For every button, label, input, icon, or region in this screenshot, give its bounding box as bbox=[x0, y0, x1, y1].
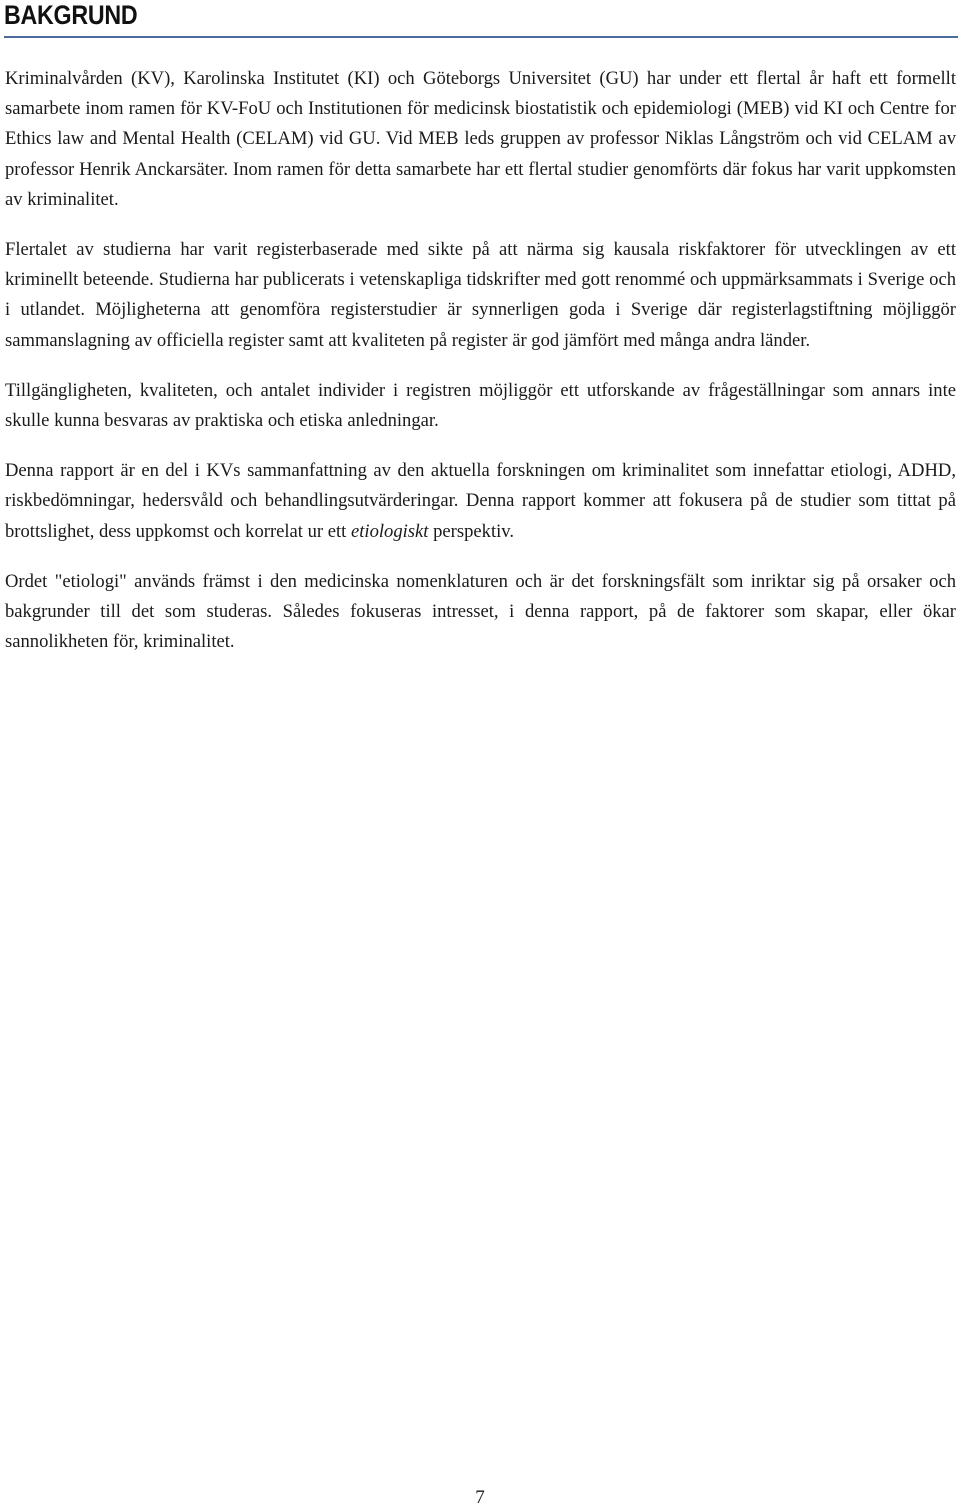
section-heading: BAKGRUND bbox=[4, 0, 138, 30]
paragraph-3: Tillgängligheten, kvaliteten, och antalet individer i registren möjliggör ett utforskande av frågeställningar som annars inte skulle kunna besvaras av praktiska och etiska anledningar. bbox=[5, 379, 956, 432]
paragraph-1: Kriminalvården (KV), Karolinska Institutet (KI) och Göteborgs Universitet (GU) har under ett flertal år haft ett formellt samarbete inom ramen för KV-FoU och Institutionen för medicinsk biostatistik och epidemiologi (MEB) vid KI och Centre for Ethics law and Mental Health (CELAM) vid GU. Vid MEB leds gruppen av professor Niklas Långström och vid CELAM av professor Henrik Anckarsäter. Inom ramen för detta samarbete har ett flertal studier genomförts där fokus har varit uppkomsten av kriminalitet. bbox=[5, 68, 956, 210]
paragraph-4 bbox=[5, 456, 956, 547]
paragraph-2: Flertalet av studierna har varit registerbaserade med sikte på att närma sig kausala riskfaktorer för utvecklingen av ett kriminellt beteende. Studierna har publicerats i vetenskapliga tidskrifter med gott renommé och uppmärksammats i Sverige och i utlandet. Möjligheterna att genomföra registerstudier är synnerligen goda i Sverige där registerlagstiftning möjliggör sammanslagning av officiella register samt att kvaliteten på register är god jämfört med många andra länder. bbox=[5, 239, 956, 351]
heading-underline bbox=[4, 36, 958, 38]
paragraph-4-text-after: perspektiv. bbox=[428, 520, 515, 542]
page-number: 7 bbox=[475, 1487, 485, 1508]
body-text bbox=[5, 64, 956, 677]
paragraph-5: Ordet "etiologi" används främst i den medicinska nomenklaturen och är det forskningsfält som inriktar sig på orsaker och bakgrunder till det som studeras. Således fokuseras intresset, i denna rapport, på de faktorer som skapar, eller ökar sannolikheten för, kriminalitet. bbox=[5, 570, 956, 653]
paragraph-4-text-before: Denna rapport är en del i KVs sammanfattning av den aktuella forskningen om kriminalitet som innefattar etiologi, ADHD, riskbedömningar, hedersvåld och behandlingsutvärderingar. Denna rapport kommer att fokusera på de studier som tittat på brottslighet, dess uppkomst och korrelat ur ett bbox=[5, 460, 956, 542]
paragraph-4-emphasis: etiologiskt bbox=[351, 520, 429, 542]
